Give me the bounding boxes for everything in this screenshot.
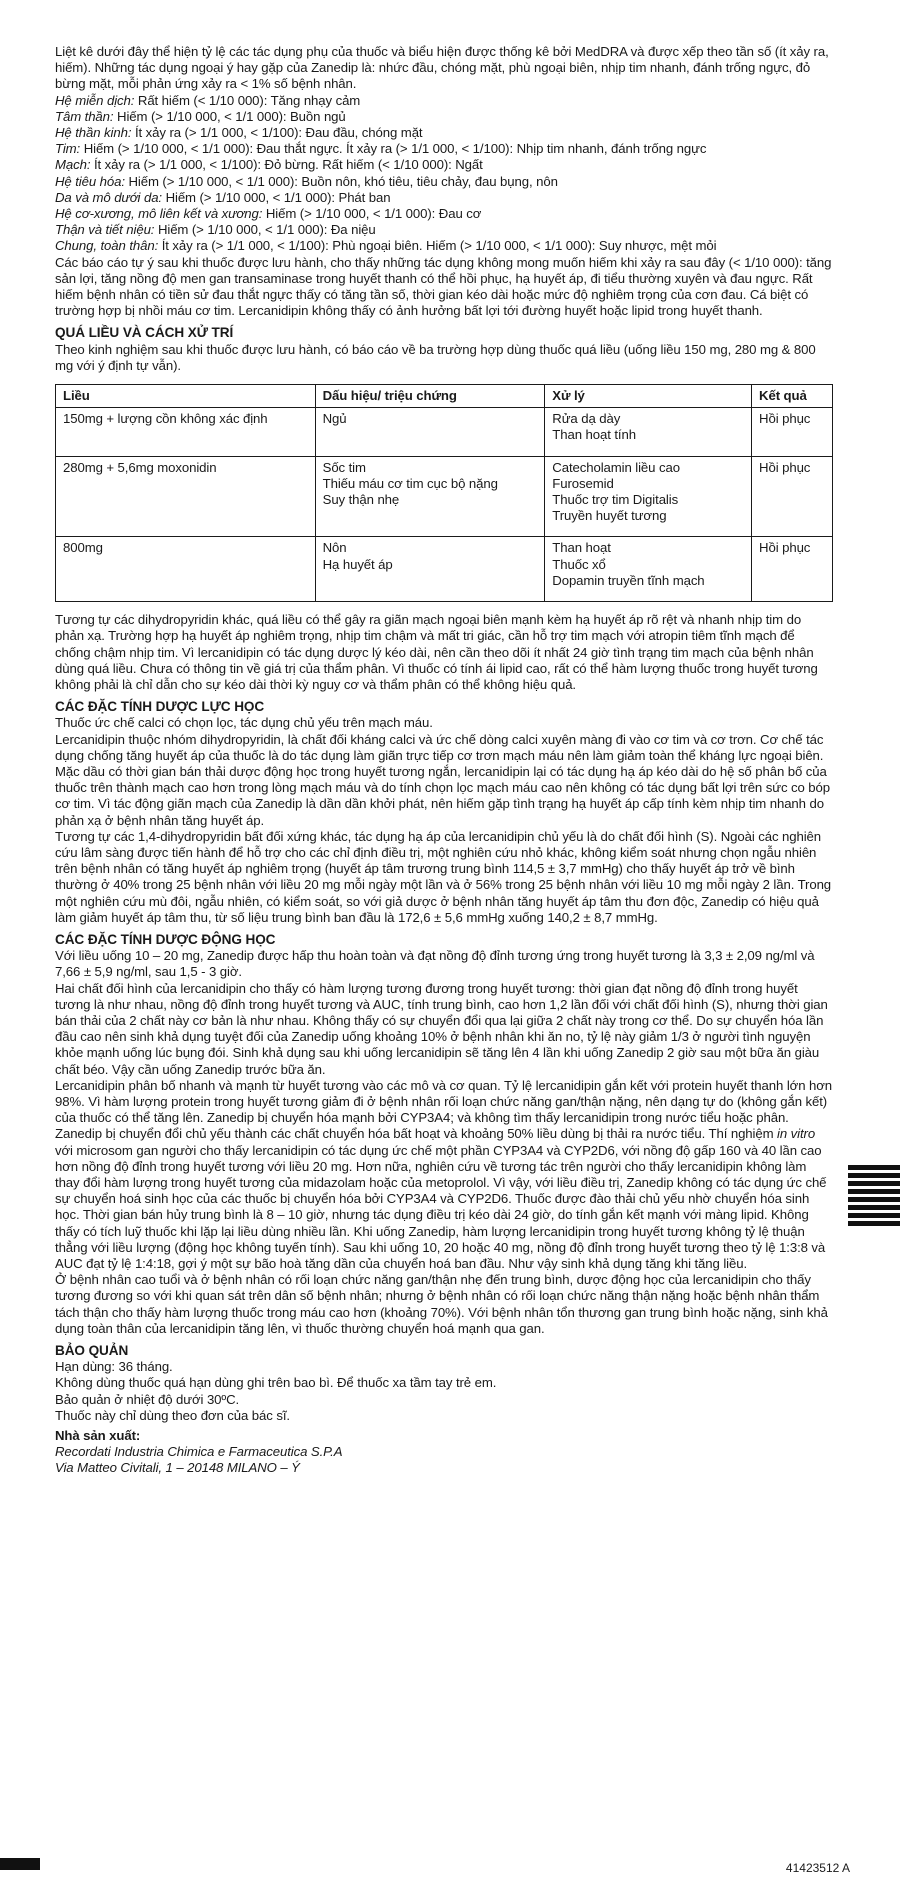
side-effects-intro: Liệt kê dưới đây thể hiện tỷ lệ các tác dụng phụ của thuốc và biểu hiện được thống kê bởi MedDRA và được xếp theo tần số (ít xảy ra, hiếm). Những tác dụng ngoại ý hay gặp của Zanedip là: nhức đầu, chóng mặt, phù ngoại biên, nhịp tim nhanh, đánh trống ngực, đỏ bừng mặt, mỗi phản ứng xảy ra < 1% số bệnh nhân. bbox=[55, 44, 829, 92]
side-effect-label: Hệ miễn dịch: bbox=[55, 92, 135, 108]
symptom: Nôn bbox=[322, 540, 347, 556]
column-header: Xử lý bbox=[545, 385, 752, 408]
pharmacokinetics-heading: CÁC ĐẶC TÍNH DƯỢC ĐỘNG HỌC bbox=[55, 931, 276, 947]
outcome-cell: Hồi phục bbox=[752, 408, 833, 456]
side-effect-item bbox=[55, 157, 833, 173]
side-effects-list bbox=[55, 93, 833, 255]
treatment: Rửa dạ dày bbox=[552, 411, 621, 427]
dose-cell: 280mg + 5,6mg moxonidin bbox=[56, 456, 316, 537]
symptoms-cell bbox=[315, 456, 545, 537]
pharmacokinetics-paragraph: Hai chất đối hình của lercanidipin cho thấy có hàm lượng tương đương trong huyết tương: thời gian đạt nồng độ đỉnh trong huyết tương là như nhau, nồng độ đỉnh trong huyết tương và AUC, tính trung bình, cao hơn 1,2 lần đối với chất đối hình (S), nhưng thời gian bán thải của 2 chất này cơ bản là như nhau. Không thấy có sự chuyển đổi qua lại giữa 2 chất này trong cơ thể. Do sự chuyển hóa lần đầu cao nên sinh khả dụng tuyệt đối của Zanedip uống khoảng 10% ở bệnh nhân khi ăn no, tỷ lệ này giảm 1/3 ở người tình nguyện khỏe mạnh uống lúc bụng đói. Sinh khả dụng sau khi uống lercanidipin sẽ tăng lên 4 lần khi uống Zanedip 2 giờ sau một bữa ăn giàu chất béo. Vậy cần uống Zanedip trước bữa ăn. bbox=[55, 980, 828, 1077]
manufacturer-address: Via Matteo Civitali, 1 – 20148 MILANO – Ý bbox=[55, 1460, 300, 1476]
column-header: Kết quả bbox=[752, 385, 833, 408]
side-effect-label: Thận và tiết niệu: bbox=[55, 222, 155, 238]
pharmacokinetics-paragraph: Ở bệnh nhân cao tuổi và ở bệnh nhân có rối loạn chức năng gan/thận nhẹ đến trung bình, dược động học của lercanidipin cho thấy tương đương so với khi quan sát trên dân số bệnh nhân; nhưng ở bệnh nhân có rối loạn chức năng thận nặng hoặc bệnh nhân thẩm tách thận cho thấy hàm lượng thuốc trong máu cao hơn (khoảng 70%). Với bệnh nhân tổn thương gan trung bình hoặc nặng, sinh khả dụng toàn thân của lercanidipin tăng lên, vì thuốc thường chuyển hoá mạnh qua gan. bbox=[55, 1272, 828, 1336]
dose-cell: 800mg bbox=[56, 537, 316, 602]
side-effect-label: Chung, toàn thân: bbox=[55, 238, 159, 254]
document-code: 41423512 A bbox=[785, 1861, 850, 1875]
in-vitro-term: in vitro bbox=[777, 1126, 816, 1142]
table-row bbox=[56, 456, 833, 537]
side-effect-item bbox=[55, 141, 833, 157]
storage-line: Hạn dùng: 36 tháng. bbox=[55, 1359, 173, 1375]
overdose-management: Tương tự các dihydropyridin khác, quá liều có thể gây ra giãn mạch ngoại biên mạnh kèm hạ huyết áp rõ rệt và nhanh nhịp tim do phản xạ. Trường hợp hạ huyết áp nghiêm trọng, nhịp tim chậm và mất tri giác, cần hỗ trợ tim mạch với atropin tiêm tĩnh mạch để chống chậm nhịp tim. Vì lercanidipin có tác dụng dược lý kéo dài, nên cần theo dõi ít nhất 24 giờ tình trạng tim mạch của bệnh nhân dùng quá liều. Chưa có thông tin về giá trị của thẩm phân. Vì thuốc có tính ái lipid cao, rất có thể hàm lượng thuốc trong huyết tương không phải là chỉ dẫn cho sự kéo dài thời kỳ nguy cơ và thẩm phân có thể không hiệu quả. bbox=[55, 612, 818, 692]
symptom: Sốc tim bbox=[322, 459, 366, 475]
side-effect-item bbox=[55, 174, 833, 190]
treatment-cell bbox=[545, 456, 752, 537]
symptom: Ngủ bbox=[322, 411, 347, 427]
symptoms-cell bbox=[315, 537, 545, 602]
column-header: Dấu hiệu/ triệu chứng bbox=[315, 385, 545, 408]
side-effect-item bbox=[55, 238, 833, 254]
treatment: Than hoạt tính bbox=[552, 427, 636, 443]
manufacturer-label: Nhà sản xuất: bbox=[55, 1428, 141, 1444]
overdose-heading: QUÁ LIỀU VÀ CÁCH XỬ TRÍ bbox=[55, 325, 234, 341]
treatment: Truyền huyết tương bbox=[552, 508, 667, 524]
treatment-cell bbox=[545, 537, 752, 602]
outcome-cell: Hồi phục bbox=[752, 456, 833, 537]
treatment: Catecholamin liều cao bbox=[552, 459, 680, 475]
treatment-cell bbox=[545, 408, 752, 456]
manufacturer-name: Recordati Industria Chimica e Farmaceutica S.P.A bbox=[55, 1444, 343, 1460]
side-effect-text: Hiếm (> 1/10 000, < 1/1 000): Buồn nôn, khó tiêu, tiêu chảy, đau bụng, nôn bbox=[124, 173, 558, 189]
side-effect-text: Ít xảy ra (> 1/1 000, < 1/100): Đau đầu, chóng mặt bbox=[131, 125, 423, 141]
side-effect-label: Mạch: bbox=[55, 157, 91, 173]
leaflet-page bbox=[55, 44, 833, 1477]
treatment: Dopamin truyền tĩnh mạch bbox=[552, 572, 705, 588]
pharmacodynamics-paragraph: Tương tự các 1,4-dihydropyridin bất đối xứng khác, tác dụng hạ áp của lercanidipin chủ yếu là do chất đối hình (S). Ngoài các nghiên cứu lâm sàng được tiến hành để hỗ trợ cho các chỉ định điều trị, một nghiên cứu nhỏ khác, không kiểm soát nhưng chọn ngẫu nhiên trên bệnh nhân có tăng huyết áp nghiêm trọng (huyết áp tâm trương trung bình 114,5 ± 3,7 mmHg) cho thấy huyết áp trở về bình thường ở 40% trong 25 bệnh nhân với liều 20 mg mỗi ngày một lần và ở 56% trong 25 bệnh nhân với liều 10 mg mỗi ngày 2 lần. Trong một nghiên cứu mù đôi, ngẫu nhiên, có kiểm soát, so với giả dược ở bệnh nhân tăng huyết áp tâm thu đơn độc, Zanedip có hiệu quả làm giảm huyết áp tâm thu, từ số liệu trung bình ban đầu là 172,6 ± 5,6 mmHg xuống 140,2 ± 8,7 mmHg. bbox=[55, 828, 832, 925]
storage-line: Thuốc này chỉ dùng theo đơn của bác sĩ. bbox=[55, 1407, 290, 1423]
side-effect-label: Tim: bbox=[55, 141, 81, 157]
side-effect-text: Rất hiếm (< 1/10 000): Tăng nhạy cảm bbox=[134, 92, 361, 108]
side-effect-item bbox=[55, 206, 833, 222]
symptom: Hạ huyết áp bbox=[322, 556, 393, 572]
side-effect-text: Hiếm (> 1/10 000, < 1/1 000): Phát ban bbox=[162, 189, 391, 205]
pharmacokinetics-paragraph: Lercanidipin phân bố nhanh và mạnh từ huyết tương vào các mô và cơ quan. Tỷ lệ lercanidipin gắn kết với protein huyết thanh lớn hơn 98%. Vì hàm lượng protein trong huyết tương giảm đi ở bệnh nhân rối loạn chức năng gan/thận nặng, nên dạng tự do (không gắn kết) của thuốc có thể tăng lên. Zanedip bị chuyển hóa mạnh bởi CYP3A4; và không tìm thấy lercanidipin trong nước tiểu hoặc phân. Zanedip bị chuyển đổi chủ yếu thành các chất chuyển hóa bất hoạt và khoảng 50% liều dùng bị thải ra nước tiểu. Thí nghiệm in vitro với microsom gan người cho thấy lercanidipin có tác dụng ức chế một phần CYP3A4 và CYP2D6, với nồng độ gấp 160 và 40 lần cao hơn nồng độ đỉnh trong huyết tương với liều 20 mg. Hơn nữa, nghiên cứu về tương tác trên người cho thấy lercanidipin không làm thay đổi hàm lượng trong huyết tương của midazolam hoặc của metoprolol. Vì vậy, với liều điều trị, Zanedip không có tác dụng ức chế sự chuyển hoá sinh học của các thuốc bị chuyển hóa bởi CYP3A4 và CYP2D6. Thuốc được đào thải chủ yếu nhờ chuyển hóa sinh học. Thời gian bán hủy trung bình là 8 – 10 giờ, nhưng tác dụng điều trị kéo dài 24 giờ, do tính gắn kết mạnh với màng lipid. Không thấy có tích luỹ thuốc khi lặp lại liều dùng nhiều lần. Khi uống Zanedip, hàm lượng lercanidipin trong huyết tương không tỷ lệ thuận thẳng với liều lượng (động học không tuyến tính). Sau khi uống 10, 20 hoặc 40 mg, nồng độ đỉnh trong huyết tương theo tỷ lệ 1:3:8 và AUC đạt tỷ lệ 1:4:18, gợi ý một sự bão hoà tăng dần của chuyển hoá ban đầu. Như vậy sinh khả dụng tăng khi tăng liều. bbox=[55, 1077, 833, 1272]
table-header-row bbox=[56, 385, 833, 408]
side-effect-text: Ít xảy ra (> 1/1 000, < 1/100): Đỏ bừng. Rất hiếm (< 1/10 000): Ngất bbox=[90, 157, 483, 173]
print-mark bbox=[0, 1858, 40, 1870]
side-effect-label: Hệ thần kinh: bbox=[55, 125, 132, 141]
storage-heading: BẢO QUẢN bbox=[55, 1343, 129, 1359]
side-effect-item bbox=[55, 109, 833, 125]
column-header: Liều bbox=[56, 385, 316, 408]
dose-cell: 150mg + lượng cồn không xác định bbox=[56, 408, 316, 456]
side-effect-label: Hệ cơ-xương, mô liên kết và xương: bbox=[55, 206, 263, 222]
side-effect-item bbox=[55, 222, 833, 238]
side-effect-text: Hiếm (> 1/10 000, < 1/1 000): Đa niệu bbox=[154, 222, 376, 238]
side-effect-text: Hiếm (> 1/10 000, < 1/1 000): Buồn ngủ bbox=[113, 108, 346, 124]
overdose-table bbox=[55, 384, 833, 602]
symptom: Thiếu máu cơ tim cục bộ nặng bbox=[322, 475, 498, 491]
side-effect-label: Tâm thần: bbox=[55, 108, 114, 124]
table-row bbox=[56, 537, 833, 602]
symptoms-cell bbox=[315, 408, 545, 456]
overdose-intro: Theo kinh nghiệm sau khi thuốc được lưu hành, có báo cáo về ba trường hợp dùng thuốc quá liều (uống liều 150 mg, 280 mg & 800 mg với ý định tự vẫn). bbox=[55, 341, 816, 373]
side-effect-text: Ít xảy ra (> 1/1 000, < 1/100): Phù ngoại biên. Hiếm (> 1/10 000, < 1/1 000): Suy nhược, mệt mỏi bbox=[158, 238, 717, 254]
symptom: Suy thận nhẹ bbox=[322, 492, 400, 508]
pharmacodynamics-paragraph: Thuốc ức chế calci có chọn lọc, tác dụng chủ yếu trên mạch máu. bbox=[55, 715, 433, 731]
storage-line: Không dùng thuốc quá hạn dùng ghi trên bao bì. Để thuốc xa tầm tay trẻ em. bbox=[55, 1375, 497, 1391]
side-effect-text: Hiếm (> 1/10 000, < 1/1 000): Đau thắt ngực. Ít xảy ra (> 1/1 000, < 1/100): Nhịp tim nhanh, đánh trống ngực bbox=[80, 141, 707, 157]
pharmacokinetics-paragraph: Với liều uống 10 – 20 mg, Zanedip được hấp thu hoàn toàn và đạt nồng độ đỉnh tương ứng trong huyết tương là 3,3 ± 2,09 ng/ml và 7,66 ± 5,9 ng/ml, sau 1,5 - 3 giờ. bbox=[55, 948, 815, 980]
side-effect-label: Da và mô dưới da: bbox=[55, 189, 162, 205]
outcome-cell: Hồi phục bbox=[752, 537, 833, 602]
side-effect-item bbox=[55, 190, 833, 206]
edge-stripe-marks bbox=[848, 1165, 900, 1229]
side-effect-item bbox=[55, 93, 833, 109]
pharmacodynamics-heading: CÁC ĐẶC TÍNH DƯỢC LỰC HỌC bbox=[55, 699, 265, 715]
table-row bbox=[56, 408, 833, 456]
treatment: Thuốc xổ bbox=[552, 556, 606, 572]
post-marketing-reports: Các báo cáo tự ý sau khi thuốc được lưu hành, cho thấy những tác dụng không mong muốn hiếm khi xảy ra sau đây (< 1/10 000): tăng sản lợi, tăng nồng độ men gan transaminase trong huyết thanh có thể hồi phục, hạ huyết áp, đi tiểu thường xuyên và đau ngực. Rất hiếm bệnh nhân có tiền sử đau thắt ngực thấy có tăng tần số, thời gian kéo dài hoặc mức độ nghiêm trọng của cơn đau. Cá biệt có trường hợp bị nhồi máu cơ tim. Lercanidipin không thấy có ảnh hưởng bất lợi tới đường huyết hoặc lipid trong huyết thanh. bbox=[55, 254, 832, 319]
storage-line: Bảo quản ở nhiệt độ dưới 30ºC. bbox=[55, 1391, 240, 1407]
side-effect-item bbox=[55, 125, 833, 141]
pharmacodynamics-paragraph: Lercanidipin thuộc nhóm dihydropyridin, là chất đối kháng calci và ức chế dòng calci xuyên màng đi vào cơ tim và cơ trơn. Cơ chế tác dụng chống tăng huyết áp của thuốc là do tác dụng làm giãn trực tiếp cơ trơn mạch máu nên làm giảm toàn thể kháng lực ngoại biên. Mặc dầu có thời gian bán thải dược động học trong huyết tương ngắn, lercanidipin lại có tác dụng hạ áp kéo dài do hệ số phân bố của thuốc trên thành mạch cao hơn trong lòng mạch máu và do tính chọn lọc mạch máu cao nên không có tác dụng bất lợi trên sức co bóp cơ tim. Vì tác động giãn mạch của Zanedip là dần dần khởi phát, nên hiếm gặp tình trạng hạ huyết áp cấp tính kèm nhịp tim nhanh do phản xạ ở bệnh nhân tăng huyết áp. bbox=[55, 731, 831, 828]
side-effect-label: Hệ tiêu hóa: bbox=[55, 173, 125, 189]
treatment: Furosemid bbox=[552, 475, 614, 491]
treatment: Thuốc trợ tim Digitalis bbox=[552, 492, 679, 508]
side-effect-text: Hiếm (> 1/10 000, < 1/1 000): Đau cơ bbox=[262, 206, 482, 222]
treatment: Than hoạt bbox=[552, 540, 611, 556]
